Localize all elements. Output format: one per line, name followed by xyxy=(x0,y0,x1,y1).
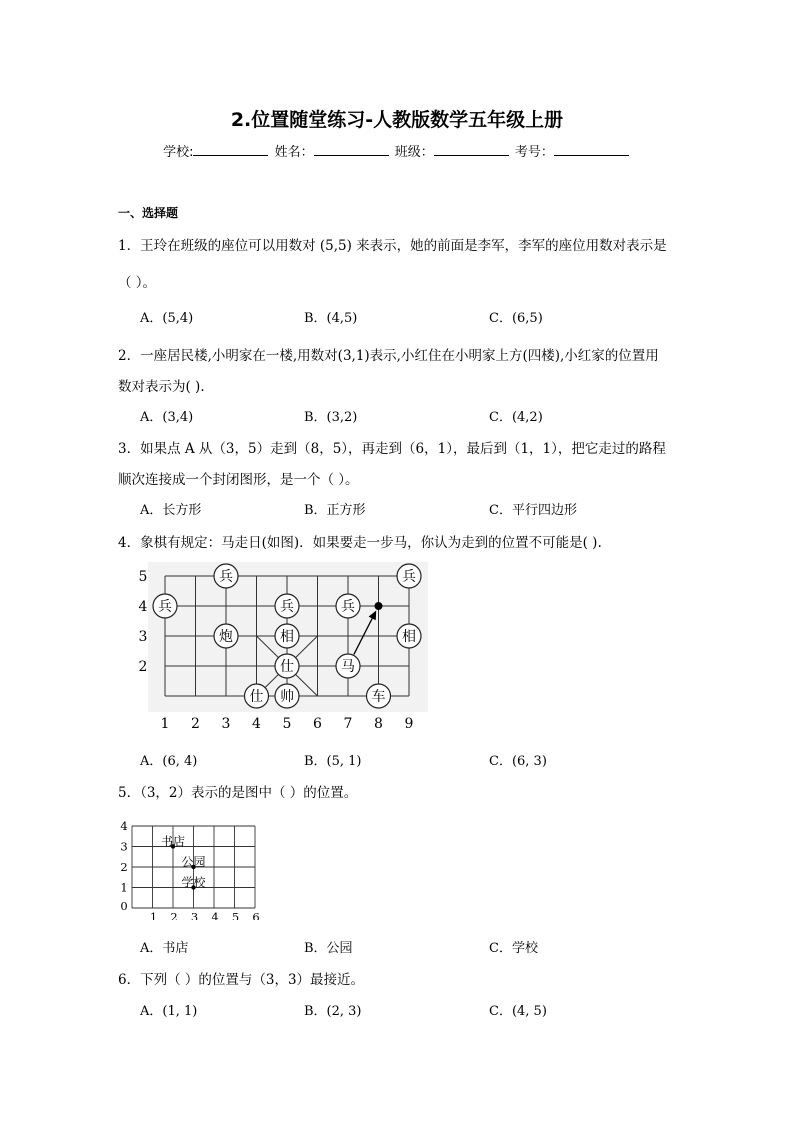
q2-option-a[interactable]: A．(3,4) xyxy=(140,410,194,425)
q4-option-b[interactable]: B．(5, 1) xyxy=(304,754,362,769)
map-place xyxy=(182,855,206,869)
chess-piece xyxy=(153,594,177,618)
chess-x-label: 7 xyxy=(343,716,353,732)
chess-piece xyxy=(397,624,421,648)
q3-option-a[interactable]: A．长方形 xyxy=(140,503,202,518)
map-y-label: 2 xyxy=(120,860,128,874)
name-blank[interactable] xyxy=(314,143,389,156)
map-y-label: 1 xyxy=(120,880,128,895)
map-y-label: 3 xyxy=(120,839,128,854)
map-y-label: 4 xyxy=(120,819,128,833)
question-4-text: 4．象棋有规定：马走日(如图)．如果要走一步马，你认为走到的位置不可能是( ). xyxy=(118,535,602,551)
section-title: 一、选择题 xyxy=(118,206,179,220)
map-x-label: 6 xyxy=(252,910,260,920)
page-title: 2.位置随堂练习-人教版数学五年级上册 xyxy=(230,109,564,131)
chess-piece-label: 车 xyxy=(371,689,386,705)
class-blank[interactable] xyxy=(434,143,509,156)
map-place xyxy=(182,875,207,890)
class-label: 班级： xyxy=(394,145,434,160)
q1-option-b[interactable]: B．(4,5) xyxy=(304,311,358,326)
map-y-axis-labels xyxy=(120,819,127,913)
chess-piece-label: 仕 xyxy=(249,689,264,705)
q6-option-c[interactable]: C．(4, 5) xyxy=(489,1004,547,1019)
q4-option-a[interactable]: A．(6, 4) xyxy=(140,754,198,769)
q2-option-c[interactable]: C．(4,2) xyxy=(489,410,543,425)
chess-y-label: 5 xyxy=(138,569,148,585)
chess-piece-label: 兵 xyxy=(158,599,172,615)
chess-x-label: 1 xyxy=(160,716,170,732)
q1-option-c[interactable]: C．(6,5) xyxy=(489,311,543,326)
question-5-text: 5．（3，2）表示的是图中（ ）的位置。 xyxy=(118,785,358,801)
exam-no-label: 考号： xyxy=(514,145,554,160)
map-x-label: 2 xyxy=(170,910,178,920)
knight-target-dot xyxy=(375,602,383,610)
chess-piece xyxy=(367,684,391,708)
chess-board-figure xyxy=(135,562,435,734)
map-x-label: 4 xyxy=(211,910,219,920)
chess-piece xyxy=(214,624,238,648)
chess-piece xyxy=(275,684,299,708)
chess-piece-label: 炮 xyxy=(219,629,233,645)
q5-option-c[interactable]: C．学校 xyxy=(489,941,538,956)
map-place xyxy=(161,834,185,849)
q1-option-a[interactable]: A．(5,4) xyxy=(140,311,194,326)
q2-option-b[interactable]: B．(3,2) xyxy=(304,410,358,425)
q3-option-c[interactable]: C．平行四边形 xyxy=(489,503,577,518)
school-label: 学校: xyxy=(163,145,194,160)
chess-x-label: 2 xyxy=(191,716,200,732)
name-label: 姓名： xyxy=(274,145,314,160)
question-2-text: 2．一座居民楼,小明家在一楼,用数对(3,1)表示,小红住在小明家上方(四楼),小红家的位置用 xyxy=(118,348,659,364)
question-6-text: 6．下列（ ）的位置与（3，3）最接近。 xyxy=(118,972,365,988)
chess-x-label: 3 xyxy=(221,716,231,732)
question-2-text-cont: 数对表示为( ). xyxy=(118,379,205,395)
school-blank[interactable] xyxy=(193,143,268,156)
map-x-label: 5 xyxy=(231,910,240,920)
chess-piece xyxy=(336,594,360,618)
chess-x-label: 4 xyxy=(252,716,261,732)
chess-piece xyxy=(275,594,299,618)
student-info xyxy=(0,141,794,160)
question-1-text: 1．王玲在班级的座位可以用数对 (5,5) 来表示，她的前面是李军，李军的座位用数对表示是 xyxy=(118,238,667,254)
q3-option-b[interactable]: B．正方形 xyxy=(304,503,366,518)
chess-x-label: 6 xyxy=(313,716,322,732)
chess-y-label: 4 xyxy=(138,599,148,615)
chess-piece-label: 兵 xyxy=(402,569,416,585)
chess-y-label: 2 xyxy=(138,659,148,675)
chess-piece xyxy=(275,654,299,678)
chess-piece xyxy=(214,564,238,588)
map-y-label: 0 xyxy=(120,899,128,913)
q5-option-b[interactable]: B．公园 xyxy=(304,941,353,956)
chess-y-label: 3 xyxy=(138,629,148,645)
q6-option-b[interactable]: B．(2, 3) xyxy=(304,1004,362,1019)
chess-piece-label: 帅 xyxy=(280,689,294,705)
chess-piece-label: 马 xyxy=(341,659,355,675)
map-grid-figure xyxy=(118,810,268,920)
question-1-text-cont: （ ）。 xyxy=(118,275,157,291)
chess-piece xyxy=(245,684,269,708)
chess-piece-label: 相 xyxy=(402,629,416,645)
map-x-axis-labels xyxy=(150,910,260,920)
chess-piece-label: 兵 xyxy=(341,599,355,615)
map-place-label: 学校 xyxy=(181,875,206,890)
q6-option-a[interactable]: A．(1, 1) xyxy=(140,1004,198,1019)
q5-option-a[interactable]: A．书店 xyxy=(140,941,189,956)
question-3-text-cont: 顺次连接成一个封闭图形，是一个（ ）。 xyxy=(118,472,359,488)
chess-piece xyxy=(397,564,421,588)
chess-piece xyxy=(275,624,299,648)
map-place-label: 书店 xyxy=(161,834,186,849)
map-x-label: 1 xyxy=(149,910,158,920)
exam-no-blank[interactable] xyxy=(554,143,629,156)
q4-option-c[interactable]: C．(6, 3) xyxy=(489,754,547,769)
map-places xyxy=(161,834,207,890)
chess-x-label: 8 xyxy=(374,716,383,732)
chess-x-axis-labels xyxy=(161,716,414,732)
chess-x-label: 5 xyxy=(282,716,292,732)
question-3-text: 3．如果点 A 从（3，5）走到（8，5），再走到（6，1），最后到（1，1），把它走过的路程 xyxy=(118,441,666,457)
chess-piece xyxy=(336,654,360,678)
chess-piece-label: 相 xyxy=(280,629,294,645)
chess-x-label: 9 xyxy=(404,716,414,732)
chess-piece-label: 兵 xyxy=(280,599,294,615)
chess-piece-label: 兵 xyxy=(219,569,233,585)
map-x-label: 3 xyxy=(190,910,199,920)
map-place-label: 公园 xyxy=(181,855,206,869)
chess-piece-label: 仕 xyxy=(280,659,294,675)
